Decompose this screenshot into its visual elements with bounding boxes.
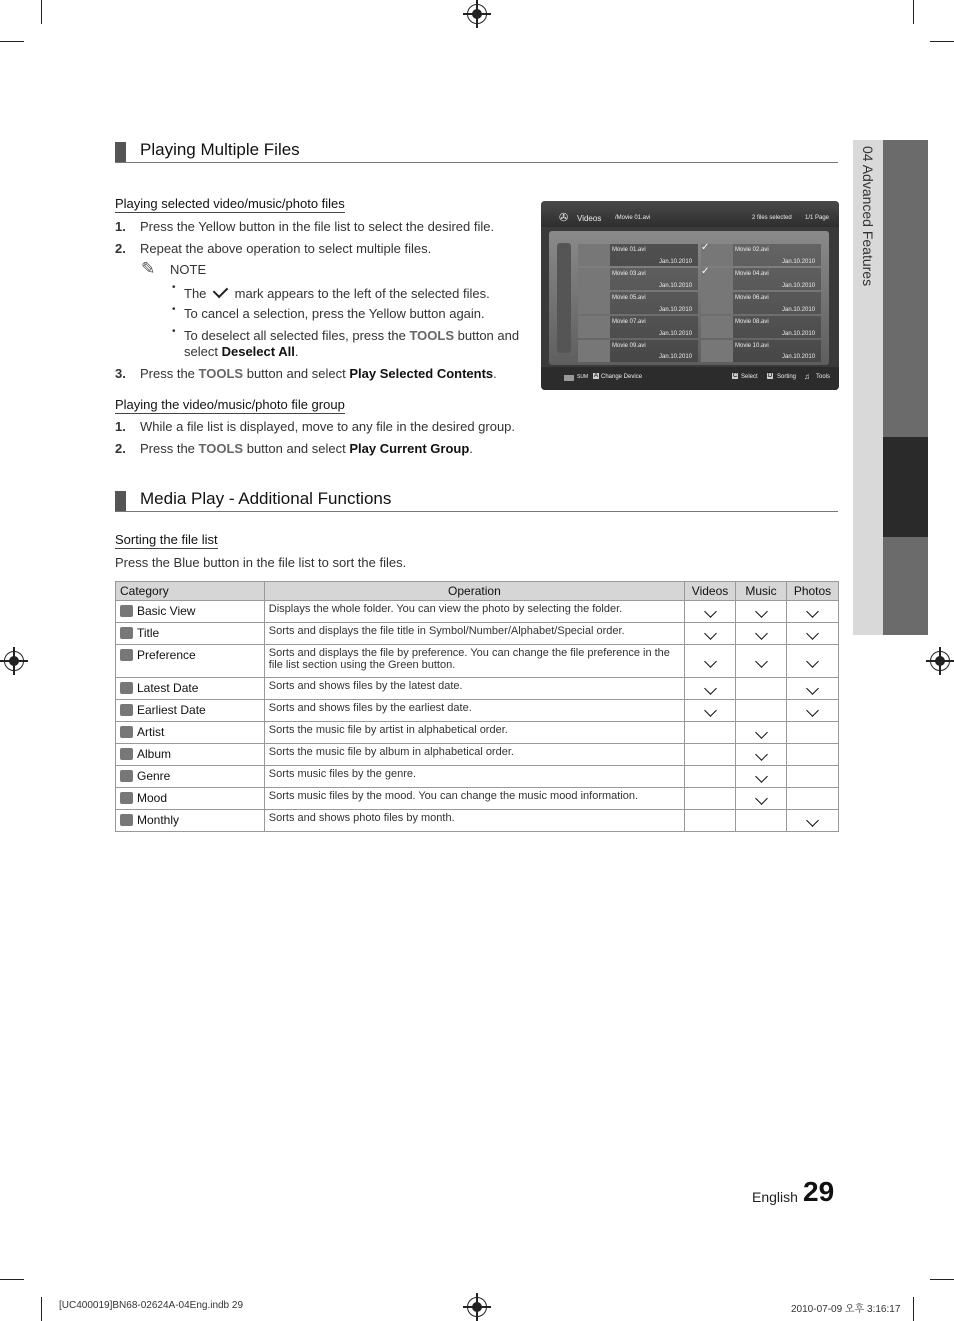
section-title-playing-multiple <box>115 140 838 163</box>
checkmark-icon <box>806 655 819 668</box>
video-thumbnail <box>701 292 733 314</box>
checkmark-icon <box>806 605 819 618</box>
print-slug-right: 2010-07-09 오후 3:16:17 <box>791 1304 901 1315</box>
checkmark-icon <box>704 704 717 717</box>
category-label: Preference <box>137 648 196 662</box>
cell-videos <box>685 623 736 645</box>
screenshot-path: /Movie 01.avi <box>615 215 651 221</box>
file-date: Jan.10.2010 <box>659 354 693 360</box>
cell-music <box>736 722 787 744</box>
bullet: • <box>172 282 176 293</box>
cell-photos <box>786 766 838 788</box>
step-number: 1. <box>115 219 126 234</box>
cell-operation: Sorts music files by the mood. You can change the music mood information. <box>264 788 684 810</box>
change-device-label: Change Device <box>601 374 643 380</box>
file-name: Movie 05.avi <box>612 295 646 301</box>
file-date: Jan.10.2010 <box>659 307 693 313</box>
checkmark-icon <box>704 682 717 695</box>
checkmark-icon <box>704 605 717 618</box>
note-bold: Deselect All <box>221 344 295 359</box>
cell-photos <box>786 744 838 766</box>
step-number: 1. <box>115 419 126 434</box>
c-button-icon: C <box>733 373 738 379</box>
side-tab-block <box>883 537 928 635</box>
file-name: Movie 02.avi <box>735 247 769 253</box>
device-icon <box>564 375 574 381</box>
tools-keyword: TOOLS <box>409 328 455 343</box>
section-title-bar <box>115 491 126 511</box>
select-label: Select <box>741 374 758 380</box>
cell-category <box>116 700 265 722</box>
header-photos: Photos <box>786 582 838 601</box>
header-music: Music <box>736 582 787 601</box>
footer-language: English <box>752 1189 798 1205</box>
checkmark-icon <box>806 814 819 827</box>
cell-music <box>736 700 787 722</box>
crop-mark <box>0 41 24 42</box>
step-text-part: button and select <box>246 441 346 456</box>
step-text: While a file list is displayed, move to any file in the desired group. <box>140 419 516 434</box>
registration-mark-icon <box>467 4 487 24</box>
cell-photos <box>786 678 838 700</box>
table-row <box>116 766 839 788</box>
crop-mark <box>913 0 914 24</box>
cell-operation: Sorts and displays the file title in Symbol/Number/Alphabet/Special order. <box>264 623 684 645</box>
file-name: Movie 09.avi <box>612 343 646 349</box>
file-name: Movie 10.avi <box>735 343 769 349</box>
section-title-text: Media Play - Additional Functions <box>140 489 392 508</box>
note-text: select <box>184 344 218 359</box>
file-name: Movie 08.avi <box>735 319 769 325</box>
sorting-table <box>115 581 839 832</box>
a-button-icon: A <box>594 373 599 379</box>
print-slug-left: [UC400019]BN68-02624A-04Eng.indb 29 <box>59 1300 244 1311</box>
cell-operation: Sorts and displays the file by preference. You can change the file preference in the file list section using the Green button. <box>264 645 684 678</box>
screenshot-sort-sidebar <box>557 243 571 353</box>
checkmark-icon <box>704 655 717 668</box>
cell-videos <box>685 766 736 788</box>
screenshot-page: 1/1 Page <box>805 215 830 221</box>
file-date: Jan.10.2010 <box>782 307 816 313</box>
cell-photos <box>786 645 838 678</box>
registration-mark-icon <box>467 1297 487 1317</box>
cell-videos <box>685 788 736 810</box>
table-row <box>116 601 839 623</box>
cell-operation: Sorts music files by the genre. <box>264 766 684 788</box>
cell-category <box>116 788 265 810</box>
cell-category <box>116 645 265 678</box>
cell-videos <box>685 678 736 700</box>
cell-operation: Sorts and shows files by the latest date. <box>264 678 684 700</box>
cell-videos <box>685 601 736 623</box>
cell-photos <box>786 601 838 623</box>
table-row <box>116 645 839 678</box>
tools-label: Tools <box>816 374 831 380</box>
cell-videos <box>685 645 736 678</box>
crop-mark <box>930 1279 954 1280</box>
screenshot-category: Videos <box>577 214 602 223</box>
step-text-part: . <box>469 441 473 456</box>
cell-operation: Sorts the music file by album in alphabetical order. <box>264 744 684 766</box>
note-text: The <box>184 286 207 301</box>
chapter-label: 04 Advanced Features <box>860 146 876 287</box>
cell-operation: Sorts and shows files by the earliest date. <box>264 700 684 722</box>
side-tab-block-active <box>883 437 928 537</box>
subheading-sorting: Sorting the file list <box>115 532 218 547</box>
category-label: Monthly <box>137 813 180 827</box>
section-title-media-play <box>115 489 838 512</box>
step-number: 2. <box>115 241 126 256</box>
crop-mark <box>930 41 954 42</box>
side-tab-block <box>883 140 928 437</box>
cell-music <box>736 645 787 678</box>
note-text: mark appears to the left of the selected files. <box>234 286 490 301</box>
cell-photos <box>786 788 838 810</box>
tools-icon: ♫ <box>804 372 810 381</box>
cell-category <box>116 744 265 766</box>
subheading-file-group: Playing the video/music/photo file group <box>115 397 345 412</box>
sorting-intro: Press the Blue button in the file list to sort the files. <box>115 555 407 570</box>
calendar-icon <box>120 682 133 694</box>
file-name: Movie 01.avi <box>612 247 646 253</box>
folder-icon <box>120 605 133 617</box>
tv-screenshot <box>541 201 839 390</box>
note-text: . <box>294 344 299 359</box>
file-date: Jan.10.2010 <box>659 331 693 337</box>
video-thumbnail <box>578 292 610 314</box>
bullet: • <box>172 326 176 337</box>
video-thumbnail <box>578 316 610 338</box>
video-thumbnail <box>578 244 610 266</box>
table-row <box>116 678 839 700</box>
crop-mark <box>41 0 42 24</box>
checkmark-icon <box>755 726 768 739</box>
checkmark-icon <box>755 748 768 761</box>
table-header-row <box>116 582 839 601</box>
note-text: button and <box>457 328 520 343</box>
note-bullet-1 <box>184 284 490 301</box>
genre-icon <box>120 770 133 782</box>
file-name: Movie 07.avi <box>612 319 646 325</box>
sum-label: SUM <box>577 374 589 380</box>
note-bullet-3 <box>184 328 519 343</box>
crop-mark <box>913 1297 914 1321</box>
header-category: Category <box>116 582 265 601</box>
step-text-part: . <box>493 366 497 381</box>
step-text-part: Press the <box>140 441 195 456</box>
table-row <box>116 744 839 766</box>
category-label: Genre <box>137 769 171 783</box>
video-thumbnail <box>701 316 733 338</box>
category-label: Basic View <box>137 604 196 618</box>
step-bold: Play Selected Contents <box>349 366 494 381</box>
step-text-part: button and select <box>246 366 346 381</box>
category-label: Title <box>137 626 160 640</box>
note-bullet-2: To cancel a selection, press the Yellow button again. <box>184 306 485 321</box>
cell-videos <box>685 744 736 766</box>
cell-operation: Sorts the music file by artist in alphabetical order. <box>264 722 684 744</box>
artist-icon <box>120 726 133 738</box>
file-date: Jan.10.2010 <box>782 259 816 265</box>
cell-category <box>116 601 265 623</box>
file-date: Jan.10.2010 <box>659 259 693 265</box>
step-text: Repeat the above operation to select multiple files. <box>140 241 432 256</box>
file-date: Jan.10.2010 <box>782 331 816 337</box>
checkmark-icon <box>755 605 768 618</box>
file-date: Jan.10.2010 <box>782 354 816 360</box>
file-name: Movie 04.avi <box>735 271 769 277</box>
cell-operation: Displays the whole folder. You can view the photo by selecting the folder. <box>264 601 684 623</box>
page-number: 29 <box>803 1176 835 1207</box>
video-thumbnail <box>701 340 733 362</box>
cell-music <box>736 788 787 810</box>
checkmark-icon <box>755 770 768 783</box>
cell-category <box>116 623 265 645</box>
step-text-part: Press the <box>140 366 195 381</box>
note-bullet-3-line2 <box>184 344 298 359</box>
checkmark-icon <box>806 704 819 717</box>
calendar-icon <box>120 704 133 716</box>
table-row <box>116 722 839 744</box>
mood-icon <box>120 792 133 804</box>
subheading-selected-files: Playing selected video/music/photo files <box>115 196 345 211</box>
tools-keyword: TOOLS <box>198 366 244 381</box>
step-bold: Play Current Group <box>349 441 470 456</box>
cell-photos <box>786 623 838 645</box>
checkmark-icon <box>806 682 819 695</box>
step-text <box>140 441 473 456</box>
cell-photos <box>786 810 838 832</box>
checkmark-icon <box>806 627 819 640</box>
crop-mark <box>41 1297 42 1321</box>
file-date: Jan.10.2010 <box>782 283 816 289</box>
check-icon: ✓ <box>701 242 710 253</box>
registration-mark-icon <box>930 651 950 671</box>
header-operation: Operation <box>264 582 684 601</box>
note-text: To deselect all selected files, press the <box>184 328 406 343</box>
category-label: Artist <box>137 725 165 739</box>
checkmark-icon <box>704 627 717 640</box>
step-text <box>140 366 497 381</box>
category-label: Album <box>137 747 172 761</box>
category-label: Latest Date <box>137 681 199 695</box>
file-date: Jan.10.2010 <box>659 283 693 289</box>
table-row <box>116 700 839 722</box>
cell-category <box>116 722 265 744</box>
cell-category <box>116 766 265 788</box>
category-label: Mood <box>137 791 168 805</box>
title-icon <box>120 627 133 639</box>
cell-music <box>736 678 787 700</box>
checkmark-icon <box>755 627 768 640</box>
monthly-icon <box>120 814 133 826</box>
cell-videos <box>685 700 736 722</box>
table-row <box>116 623 839 645</box>
star-icon <box>120 649 133 661</box>
table-row <box>116 810 839 832</box>
table-row <box>116 788 839 810</box>
cell-category <box>116 810 265 832</box>
category-label: Earliest Date <box>137 703 206 717</box>
checkmark-icon <box>755 655 768 668</box>
tools-keyword: TOOLS <box>198 441 244 456</box>
section-title-bar <box>115 142 126 162</box>
cell-music <box>736 601 787 623</box>
step-number: 2. <box>115 441 126 456</box>
bullet: • <box>172 304 176 315</box>
section-title-text: Playing Multiple Files <box>140 140 300 159</box>
video-thumbnail <box>578 268 610 290</box>
film-icon: ✇ <box>559 212 569 224</box>
cell-music <box>736 810 787 832</box>
checkmark-icon <box>755 792 768 805</box>
cell-category <box>116 678 265 700</box>
note-label: NOTE <box>170 262 207 277</box>
check-icon: ✓ <box>701 266 710 277</box>
cell-operation: Sorts and shows photo files by month. <box>264 810 684 832</box>
cell-videos <box>685 722 736 744</box>
file-name: Movie 06.avi <box>735 295 769 301</box>
cell-photos <box>786 722 838 744</box>
cell-music <box>736 766 787 788</box>
registration-mark-icon <box>4 651 24 671</box>
checkmark-icon <box>213 283 229 299</box>
header-videos: Videos <box>685 582 736 601</box>
cell-photos <box>786 700 838 722</box>
d-button-icon: D <box>768 373 773 379</box>
sorting-label: Sorting <box>777 374 797 380</box>
video-thumbnail <box>578 340 610 362</box>
crop-mark <box>0 1279 24 1280</box>
cell-videos <box>685 810 736 832</box>
cell-music <box>736 744 787 766</box>
album-icon <box>120 748 133 760</box>
screenshot-selected-count: 2 files selected <box>752 215 792 221</box>
step-text: Press the Yellow button in the file list to select the desired file. <box>140 219 495 234</box>
file-name: Movie 03.avi <box>612 271 646 277</box>
pencil-icon: ✎ <box>141 259 156 278</box>
step-number: 3. <box>115 366 126 381</box>
cell-music <box>736 623 787 645</box>
